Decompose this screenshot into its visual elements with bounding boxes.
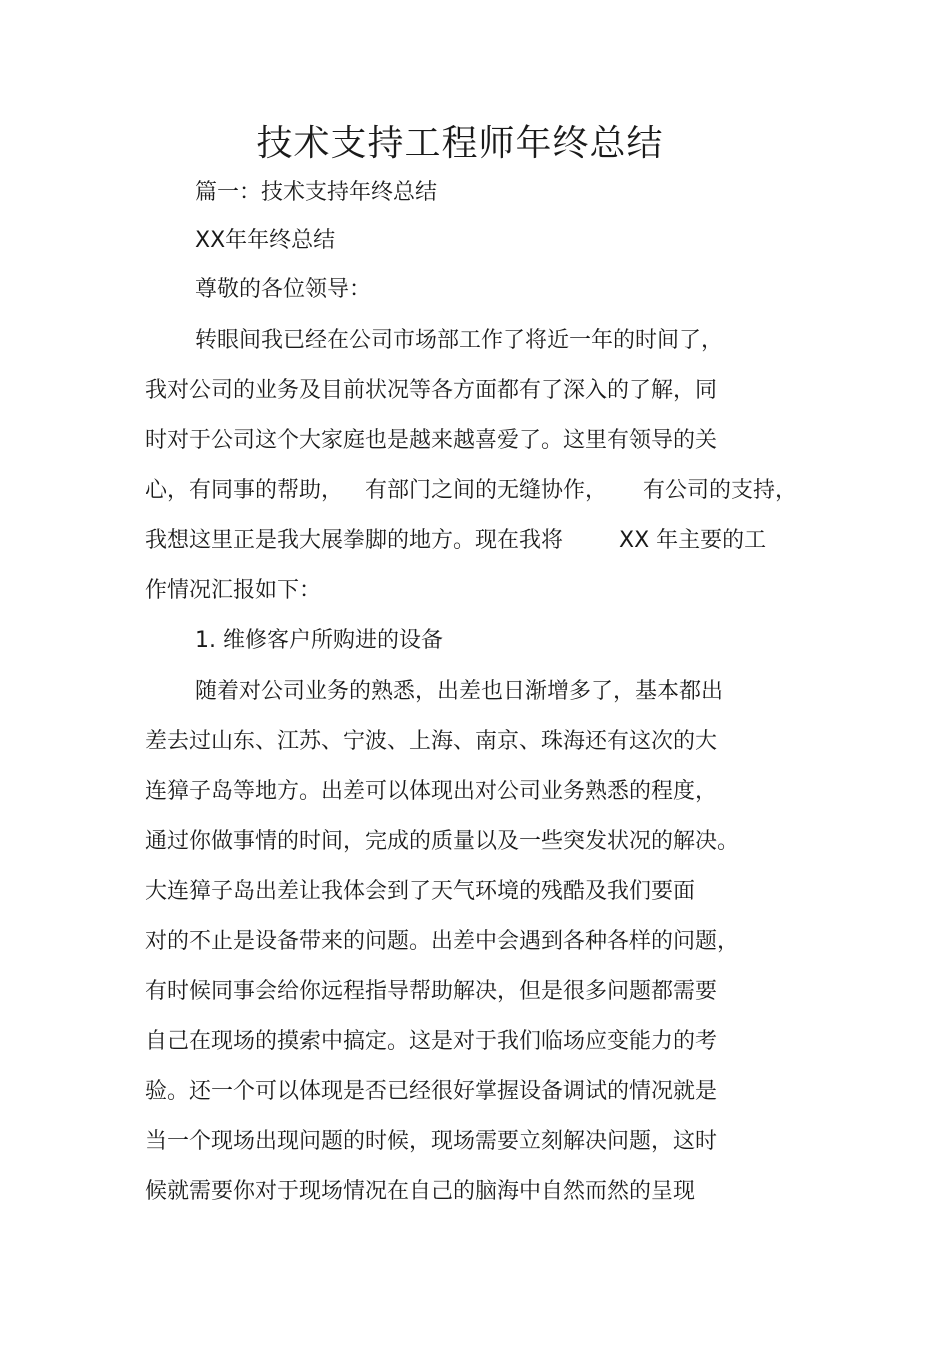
paragraph-2-line: 有时候同事会给你远程指导帮助解决，但是很多问题都需要 — [145, 979, 718, 1004]
salutation: 尊敬的各位领导： — [195, 277, 372, 302]
paragraph-2-line: 大连獐子岛出差让我体会到了天气环境的残酷及我们要面 — [145, 879, 696, 904]
chapter-heading: 篇一：技术支持年终总结 — [195, 180, 438, 205]
line-segment: 心，有同事的帮助， — [145, 478, 344, 503]
line-segment: 我想这里正是我大展拳脚的地方。现在我将 — [145, 528, 564, 553]
paragraph-2-line: 候就需要你对于现场情况在自己的脑海中自然而然的呈现 — [145, 1179, 696, 1204]
paragraph-2-line: 验。还一个可以体现是否已经很好掌握设备调试的情况就是 — [145, 1079, 718, 1104]
document-title: 技术支持工程师年终总结 — [256, 123, 664, 164]
paragraph-1-line: 时对于公司这个大家庭也是越来越喜爱了。这里有领导的关 — [145, 428, 718, 453]
paragraph-1-line: 我对公司的业务及目前状况等各方面都有了深入的了解，同 — [145, 378, 718, 403]
line-segment: 有部门之间的无缝协作， — [365, 478, 608, 503]
paragraph-2-line: 连獐子岛等地方。出差可以体现出对公司业务熟悉的程度， — [145, 779, 718, 804]
paragraph-1-line — [145, 476, 797, 506]
paragraph-2-line: 随着对公司业务的熟悉，出差也日渐增多了，基本都出 — [195, 679, 724, 704]
paragraph-1-line: 转眼间我已经在公司市场部工作了将近一年的时间了， — [195, 328, 724, 353]
paragraph-2-line: 差去过山东、江苏、宁波、上海、南京、珠海还有这次的大 — [145, 729, 718, 754]
paragraph-2-line: 通过你做事情的时间，完成的质量以及一些突发状况的解决。 — [145, 829, 740, 854]
paragraph-1-line — [145, 526, 766, 556]
paragraph-2-line: 自己在现场的摸索中搞定。这是对于我们临场应变能力的考 — [145, 1029, 718, 1054]
paragraph-2-line: 当一个现场出现问题的时候，现场需要立刻解决问题，这时 — [145, 1129, 718, 1154]
paragraph-2-line: 对的不止是设备带来的问题。出差中会遇到各种各样的问题， — [145, 929, 740, 954]
paragraph-1-line: 作情况汇报如下： — [145, 578, 322, 603]
year-heading: XX年年终总结 — [195, 228, 336, 253]
item-heading: 1. 维修客户所购进的设备 — [195, 628, 443, 653]
line-segment: 有公司的支持， — [643, 478, 798, 503]
line-segment: XX 年主要的工 — [619, 528, 767, 553]
